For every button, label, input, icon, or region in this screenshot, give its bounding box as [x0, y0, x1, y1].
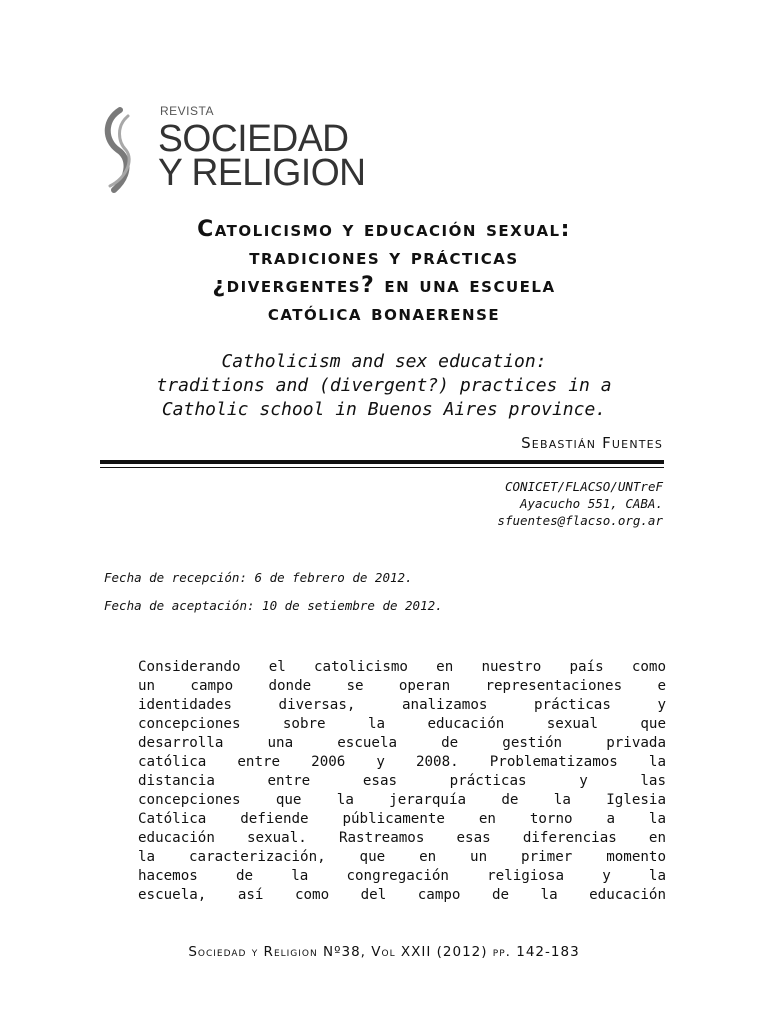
divider-thick — [100, 460, 664, 464]
abstract-line: distancia entre esas prácticas y las — [138, 773, 666, 789]
logo-line-religion: Y RELIGION — [158, 152, 366, 194]
abstract-line: Católica defiende públicamente en torno a la — [138, 811, 666, 827]
publication-dates — [104, 569, 443, 614]
article-title-line: Catolicismo y educación sexual: — [197, 217, 571, 242]
abstract-line: concepciones que la jerarquía de la Iglesia — [138, 792, 666, 808]
abstract-line: hacemos de la congregación religiosa y la — [138, 868, 666, 884]
date-received: Fecha de recepción: 6 de febrero de 2012. — [104, 570, 413, 585]
abstract-text — [138, 658, 666, 905]
author-affiliation — [497, 478, 663, 529]
article-title-line: tradiciones y prácticas — [249, 245, 519, 270]
abstract-line: desarrolla una escuela de gestión privada — [138, 735, 666, 751]
english-title-line: Catholicism and sex education: — [221, 351, 547, 372]
abstract-line: escuela, así como del campo de la educación — [138, 887, 666, 903]
spiral-logo-icon — [100, 106, 138, 194]
journal-citation-footer: Sociedad y Religion Nº38, Vol XXII (2012) pp. 142-183 — [188, 944, 580, 960]
logo-line-sociedad: SOCIEDAD — [158, 118, 349, 160]
affiliation-email[interactable]: sfuentes@flacso.org.ar — [497, 513, 663, 528]
english-title — [100, 350, 668, 422]
abstract-line: la caracterización, que en un primer momento — [138, 849, 666, 865]
date-accepted: Fecha de aceptación: 10 de setiembre de 2012. — [104, 598, 443, 613]
abstract-line: educación sexual. Rastreamos esas diferencias en — [138, 830, 666, 846]
journal-logo — [100, 102, 410, 194]
affiliation-institution: CONICET/FLACSO/UNTreF — [504, 479, 663, 494]
logo-revista-label: REVISTA — [160, 104, 214, 118]
article-title-line: católica bonaerense — [267, 301, 501, 326]
english-title-line: Catholic school in Buenos Aires province. — [161, 399, 607, 420]
abstract-line: Considerando el catolicismo en nuestro país como — [138, 659, 666, 675]
abstract-line: identidades diversas, analizamos prácticas y — [138, 697, 666, 713]
abstract-line: concepciones sobre la educación sexual que — [138, 716, 666, 732]
english-title-line: traditions and (divergent?) practices in a — [156, 375, 612, 396]
abstract-line: católica entre 2006 y 2008. Problematizamos la — [138, 754, 666, 770]
divider-thin — [100, 467, 664, 468]
abstract-line: un campo donde se operan representaciones e — [138, 678, 666, 694]
article-title — [100, 216, 668, 328]
article-title-line: ¿divergentes? en una escuela — [212, 273, 556, 298]
affiliation-address: Ayacucho 551, CABA. — [520, 496, 663, 511]
author-name: Sebastián Fuentes — [521, 434, 663, 452]
